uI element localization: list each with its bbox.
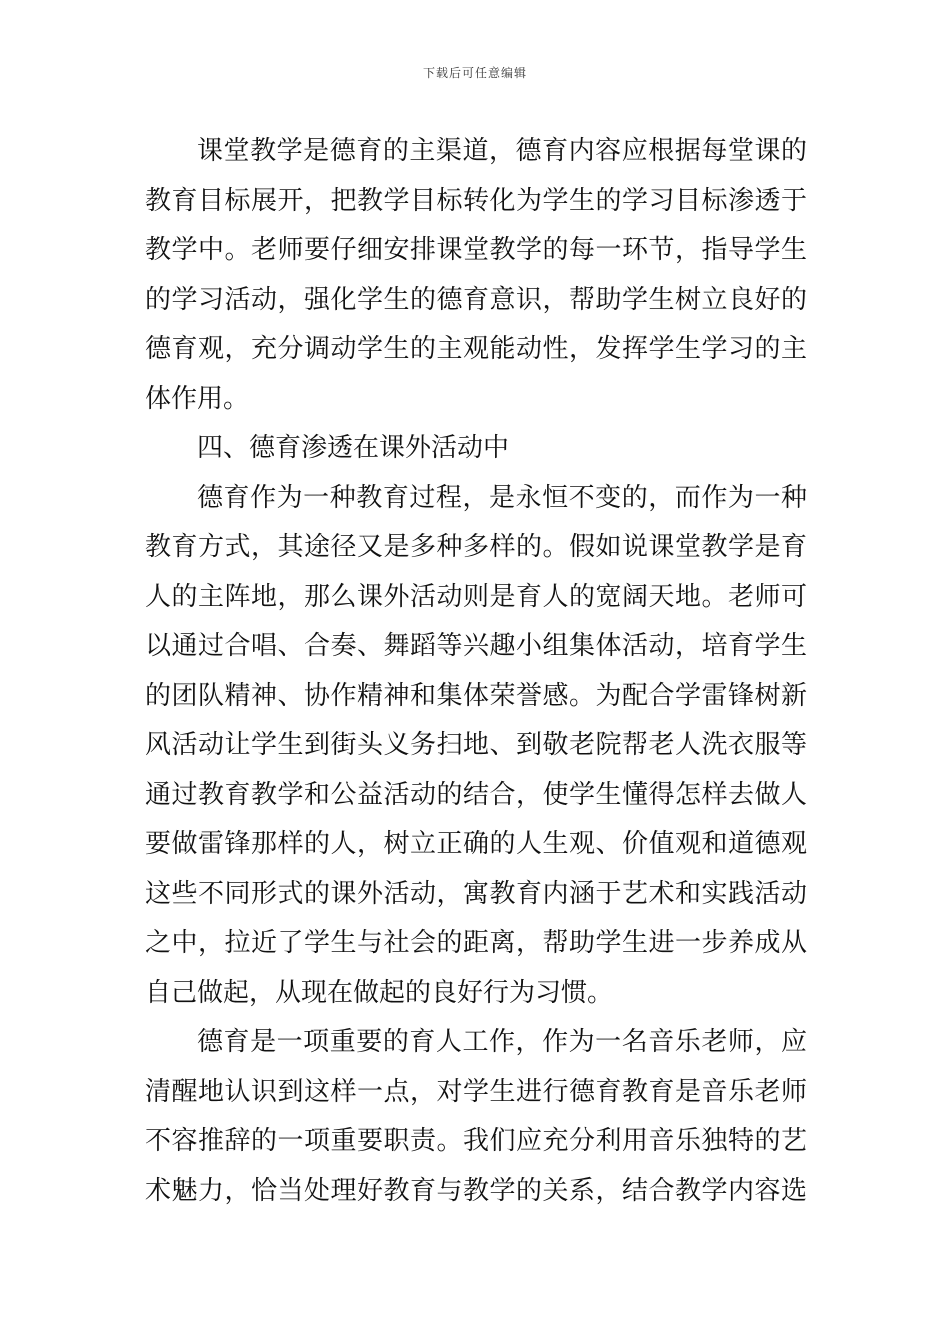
text-line: 术魅力，恰当处理好教育与教学的关系，结合教学内容选 <box>145 1175 807 1206</box>
text-line: 自己做起，从现在做起的良好行为习惯。 <box>145 977 614 1008</box>
text-line: 德育观，充分调动学生的主观能动性，发挥学生学习的主 <box>145 334 807 364</box>
text-line: 之中，拉近了学生与社会的距离，帮助学生进一步养成从 <box>145 928 807 958</box>
document-body <box>145 127 807 1216</box>
text-line: 课堂教学是德育的主渠道，德育内容应根据每堂课的 <box>197 136 807 166</box>
text-line: 教育方式，其途径又是多种多样的。假如说课堂教学是育 <box>145 532 807 562</box>
text-line: 要做雷锋那样的人，树立正确的人生观、价值观和道德观 <box>145 829 807 859</box>
paragraph-extracurricular <box>145 474 807 1019</box>
text-line: 不容推辞的一项重要职责。我们应充分利用音乐独特的艺 <box>145 1126 807 1156</box>
text-line: 这些不同形式的课外活动，寓教育内涵于艺术和实践活动 <box>145 878 807 909</box>
paragraph-music-teacher <box>145 1018 807 1216</box>
text-line: 的学习活动，强化学生的德育意识，帮助学生树立良好的 <box>145 284 807 315</box>
text-line: 德育是一项重要的育人工作，作为一名音乐老师，应 <box>197 1027 807 1057</box>
paragraph-classroom-teaching <box>145 127 807 424</box>
text-line: 清醒地认识到这样一点，对学生进行德育教育是音乐老师 <box>145 1076 807 1107</box>
text-line: 的团队精神、协作精神和集体荣誉感。为配合学雷锋树新 <box>145 680 807 711</box>
header-note: 下载后可任意编辑 <box>422 66 527 80</box>
text-line: 教学中。老师要仔细安排课堂教学的每一环节，指导学生 <box>145 235 807 265</box>
text-line: 以通过合唱、合奏、舞蹈等兴趣小组集体活动，培育学生 <box>145 631 807 661</box>
text-line: 教育目标展开，把教学目标转化为学生的学习目标渗透于 <box>145 185 807 216</box>
text-line: 人的主阵地，那么课外活动则是育人的宽阔天地。老师可 <box>145 581 807 612</box>
text-line: 德育作为一种教育过程，是永恒不变的，而作为一种 <box>197 482 807 513</box>
section-heading: 四、德育渗透在课外活动中 <box>197 433 510 463</box>
section-heading-four <box>145 424 807 474</box>
text-line: 体作用。 <box>145 383 250 414</box>
text-line: 通过教育教学和公益活动的结合，使学生懂得怎样去做人 <box>145 779 807 810</box>
text-line: 风活动让学生到街头义务扫地、到敬老院帮老人洗衣服等 <box>145 730 807 760</box>
